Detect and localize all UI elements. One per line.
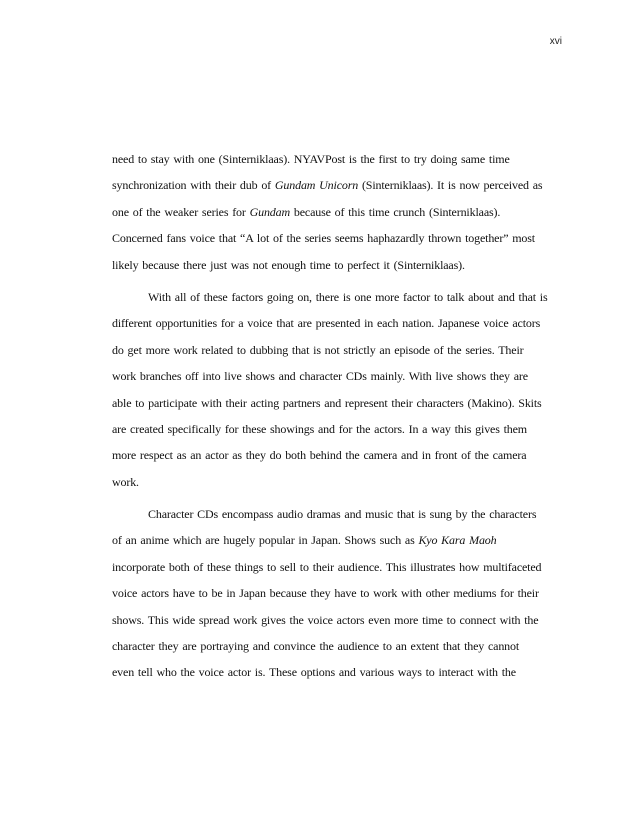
text-segment: voice actors have to be in Japan because they have to work with other mediums for their bbox=[112, 586, 539, 601]
text-line bbox=[112, 229, 562, 255]
text-segment: shows. This wide spread work gives the voice actors even more time to connect with the bbox=[112, 612, 539, 627]
text-segment: With all of these factors going on, there is one more factor to talk about and that is bbox=[148, 289, 548, 304]
text-segment: able to participate with their acting partners and represent their characters (Makino). Skits bbox=[112, 395, 542, 410]
text-line bbox=[112, 367, 562, 393]
text-line bbox=[112, 637, 562, 663]
text-line bbox=[112, 584, 562, 610]
text-line bbox=[112, 663, 562, 689]
text-line bbox=[112, 176, 562, 202]
text-line bbox=[112, 473, 562, 499]
text-segment: even tell who the voice actor is. These options and various ways to interact with the bbox=[112, 665, 516, 680]
text-line bbox=[112, 314, 562, 340]
text-segment: work branches off into live shows and character CDs mainly. With live shows they are bbox=[112, 369, 528, 384]
text-line bbox=[112, 288, 562, 314]
text-segment: work. bbox=[112, 474, 139, 489]
italic-title-text: Gundam bbox=[249, 204, 291, 219]
text-segment: likely because there just was not enough time to perfect it (Sinterniklaas). bbox=[112, 257, 465, 272]
body-text bbox=[112, 150, 562, 690]
text-line bbox=[112, 446, 562, 472]
text-segment: character they are portraying and convince the audience to an extent that they cannot bbox=[112, 639, 520, 654]
text-line bbox=[112, 505, 562, 531]
text-line bbox=[112, 531, 562, 557]
text-segment: of an anime which are hugely popular in Japan. Shows such as bbox=[112, 533, 419, 548]
text-segment: different opportunities for a voice that are presented in each nation. Japanese voice actors bbox=[112, 316, 541, 331]
text-segment: (Sinterniklaas). It is now perceived as bbox=[358, 178, 543, 193]
text-line bbox=[112, 420, 562, 446]
text-segment: incorporate both of these things to sell to their audience. This illustrates how multifaceted bbox=[112, 559, 542, 574]
text-line bbox=[112, 203, 562, 229]
italic-title-text: Gundam Unicorn bbox=[274, 178, 359, 193]
text-segment: Concerned fans voice that “A lot of the series seems haphazardly thrown together” most bbox=[112, 231, 535, 246]
text-line bbox=[112, 256, 562, 282]
text-segment: more respect as an actor as they do both behind the camera and in front of the camera bbox=[112, 448, 527, 463]
text-segment: are created specifically for these showings and for the actors. In a way this gives them bbox=[112, 421, 527, 436]
text-segment: do get more work related to dubbing that is not strictly an episode of the series. Their bbox=[112, 342, 524, 357]
text-line bbox=[112, 341, 562, 367]
text-line bbox=[112, 150, 562, 176]
text-segment: because of this time crunch (Sinterniklaas). bbox=[290, 204, 501, 219]
text-segment: need to stay with one (Sinterniklaas). NYAVPost is the first to try doing same time bbox=[112, 152, 510, 166]
text-line bbox=[112, 558, 562, 584]
italic-title-text: Kyo Kara Maoh bbox=[418, 533, 497, 548]
page-number: xvi bbox=[549, 36, 562, 47]
text-segment: Character CDs encompass audio dramas and music that is sung by the characters bbox=[148, 507, 537, 522]
text-line bbox=[112, 394, 562, 420]
text-segment: synchronization with their dub of bbox=[112, 178, 275, 193]
text-line bbox=[112, 611, 562, 637]
text-segment: one of the weaker series for bbox=[112, 204, 250, 219]
